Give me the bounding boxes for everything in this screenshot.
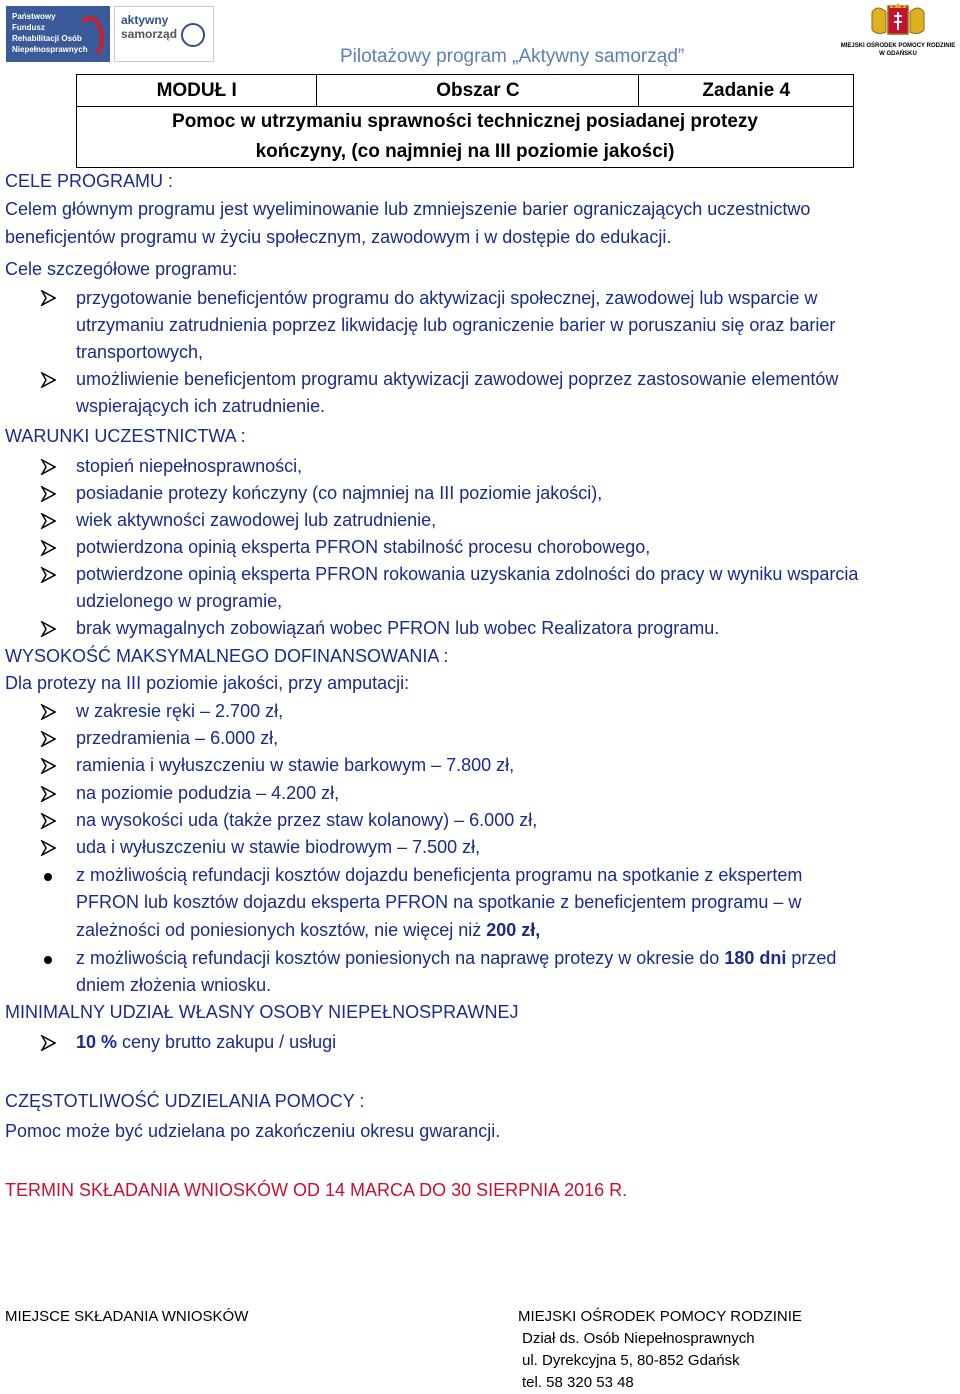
arrow-bullet-icon (40, 540, 56, 556)
footer-address: ul. Dyrekcyjna 5, 80-852 Gdańsk (522, 1352, 740, 1369)
arrow-bullet-icon (40, 786, 56, 802)
as-logo-line2: samorząd (121, 27, 178, 41)
wheelchair-icon (181, 23, 205, 47)
arrow-bullet-icon (40, 372, 56, 388)
footer-dept: Dział ds. Osób Niepełnosprawnych (522, 1330, 755, 1347)
refundacja-naprawa-days: 180 dni (724, 948, 787, 968)
cele-item-2-line1: umożliwienie beneficjentom programu aktywizacji zawodowej poprzez zastosowanie elementów (76, 369, 839, 389)
refundacja-dojazd-line2: PFRON lub kosztów dojazdu eksperta PFRON na spotkanie z beneficjentem programu – w (76, 892, 802, 912)
arrow-bullet-icon (40, 513, 56, 529)
refundacja-dojazd-line3 (76, 917, 540, 944)
round-bullet-icon (44, 956, 52, 964)
footer-org: MIEJSKI OŚRODEK POMOCY RODZINIE (518, 1308, 802, 1325)
udzial-text: ceny brutto zakupu / usługi (117, 1032, 337, 1052)
pfron-logo (6, 6, 110, 62)
pfron-swoosh-icon (76, 16, 104, 60)
as-logo-line1: aktywny (121, 13, 169, 27)
udzial-value (76, 1029, 336, 1056)
warunki-item: brak wymagalnych zobowiązań wobec PFRON lub wobec Realizatora programu. (76, 618, 720, 638)
modul-cell: MODUŁ I (77, 75, 317, 107)
header-table (76, 74, 854, 168)
task-title-line1: Pomoc w utrzymaniu sprawności technicznej posiadanej protezy (172, 111, 758, 132)
pfron-logo-text: Państwowy Fundusz Rehabilitacji Osób Niepełnosprawnych (12, 12, 88, 54)
warunki-heading: WARUNKI UCZESTNICTWA : (5, 426, 246, 446)
cele-item-1-line3: transportowych, (76, 342, 204, 362)
round-bullet-icon (44, 873, 52, 881)
refundacja-dojazd-text: zależności od poniesionych kosztów, nie więcej niż (76, 920, 487, 940)
cele-item-2-line2: wspierających ich zatrudnienie. (76, 396, 326, 416)
dofinansowanie-item: na poziomie podudzia – 4.200 zł, (76, 783, 340, 803)
cele-main-line2: beneficjentów programu w życiu społecznym, zawodowym i w dostępie do edukacji. (5, 227, 672, 247)
footer-phone: tel. 58 320 53 48 (522, 1374, 634, 1391)
mops-logo (838, 2, 958, 56)
udzial-percent: 10 % (76, 1032, 118, 1052)
dofinansowanie-heading: WYSOKOŚĆ MAKSYMALNEGO DOFINANSOWANIA : (5, 646, 449, 666)
arrow-bullet-icon (40, 567, 56, 583)
arrow-bullet-icon (40, 758, 56, 774)
udzial-heading: MINIMALNY UDZIAŁ WŁASNY OSOBY NIEPEŁNOSPRAWNEJ (5, 1002, 519, 1022)
task-title-line2: kończyny, (co najmniej na III poziomie jakości) (255, 141, 675, 162)
zadanie-cell: Zadanie 4 (639, 75, 854, 107)
dofinansowanie-item: uda i wyłuszczeniu w stawie biodrowym – 7.500 zł, (76, 837, 481, 857)
dofinansowanie-intro: Dla protezy na III poziomie jakości, przy amputacji: (5, 673, 410, 693)
refundacja-dojazd-amount: 200 zł, (486, 920, 541, 940)
arrow-bullet-icon (40, 459, 56, 475)
arrow-bullet-icon (40, 840, 56, 856)
cele-detail-heading: Cele szczegółowe programu: (5, 259, 238, 279)
warunki-item: stopień niepełnosprawności, (76, 456, 303, 476)
aktywny-samorzad-logo (114, 6, 214, 62)
arrow-bullet-icon (40, 704, 56, 720)
arrow-bullet-icon (40, 731, 56, 747)
task-title (77, 107, 854, 168)
warunki-item: potwierdzone opinią eksperta PFRON rokowania uzyskania zdolności do pracy w wyniku wsparcia (76, 564, 859, 584)
gdansk-crest-icon (868, 2, 928, 40)
dofinansowanie-item: ramienia i wyłuszczeniu w stawie barkowym – 7.800 zł, (76, 755, 515, 775)
warunki-item: wiek aktywności zawodowej lub zatrudnienie, (76, 510, 437, 530)
refundacja-naprawa-text: z możliwością refundacji kosztów poniesionych na naprawę protezy w okresie do (76, 948, 725, 968)
arrow-bullet-icon (40, 621, 56, 637)
mops-logo-text: MIEJSKI OŚRODEK POMOCY RODZINIE W GDAŃSKU (840, 43, 956, 57)
warunki-item: potwierdzona opinią eksperta PFRON stabilność procesu chorobowego, (76, 537, 651, 557)
dofinansowanie-item: w zakresie ręki – 2.700 zł, (76, 701, 284, 721)
cele-item-1-line1: przygotowanie beneficjentów programu do aktywizacji społecznej, zawodowej lub wsparcie w (76, 288, 818, 308)
arrow-bullet-icon (40, 813, 56, 829)
warunki-item: posiadanie protezy kończyny (co najmniej na III poziomie jakości), (76, 483, 603, 503)
dofinansowanie-item: na wysokości uda (także przez staw kolanowy) – 6.000 zł, (76, 810, 538, 830)
arrow-bullet-icon (40, 486, 56, 502)
cele-heading: CELE PROGRAMU : (5, 171, 174, 191)
warunki-item-continued: udzielonego w programie, (76, 591, 283, 611)
termin-deadline: TERMIN SKŁADANIA WNIOSKÓW OD 14 MARCA DO 30 SIERPNIA 2016 R. (5, 1180, 628, 1200)
program-title: Pilotażowy program „Aktywny samorząd” (340, 46, 685, 67)
obszar-cell: Obszar C (317, 75, 639, 107)
czestotliwosc-heading: CZĘSTOTLIWOŚĆ UDZIELANIA POMOCY : (5, 1091, 365, 1111)
arrow-bullet-icon (40, 1035, 56, 1051)
arrow-bullet-icon (40, 290, 56, 306)
refundacja-dojazd-line1: z możliwością refundacji kosztów dojazdu beneficjenta programu na spotkanie z ekspertem (76, 865, 803, 885)
refundacja-naprawa-line1 (76, 945, 836, 972)
refundacja-naprawa-line2: dniem złożenia wniosku. (76, 975, 272, 995)
cele-item-1-line2: utrzymaniu zatrudnienia poprzez likwidację lub ograniczenie barier w poruszaniu się oraz barier (76, 315, 836, 335)
refundacja-naprawa-post: przed (786, 948, 837, 968)
cele-main-line1: Celem głównym programu jest wyeliminowanie lub zmniejszenie barier ograniczających uczestnictwo (5, 199, 811, 219)
czestotliwosc-text: Pomoc może być udzielana po zakończeniu okresu gwarancji. (5, 1121, 501, 1141)
footer-miejsce: MIEJSCE SKŁADANIA WNIOSKÓW (5, 1308, 249, 1325)
dofinansowanie-item: przedramienia – 6.000 zł, (76, 728, 279, 748)
